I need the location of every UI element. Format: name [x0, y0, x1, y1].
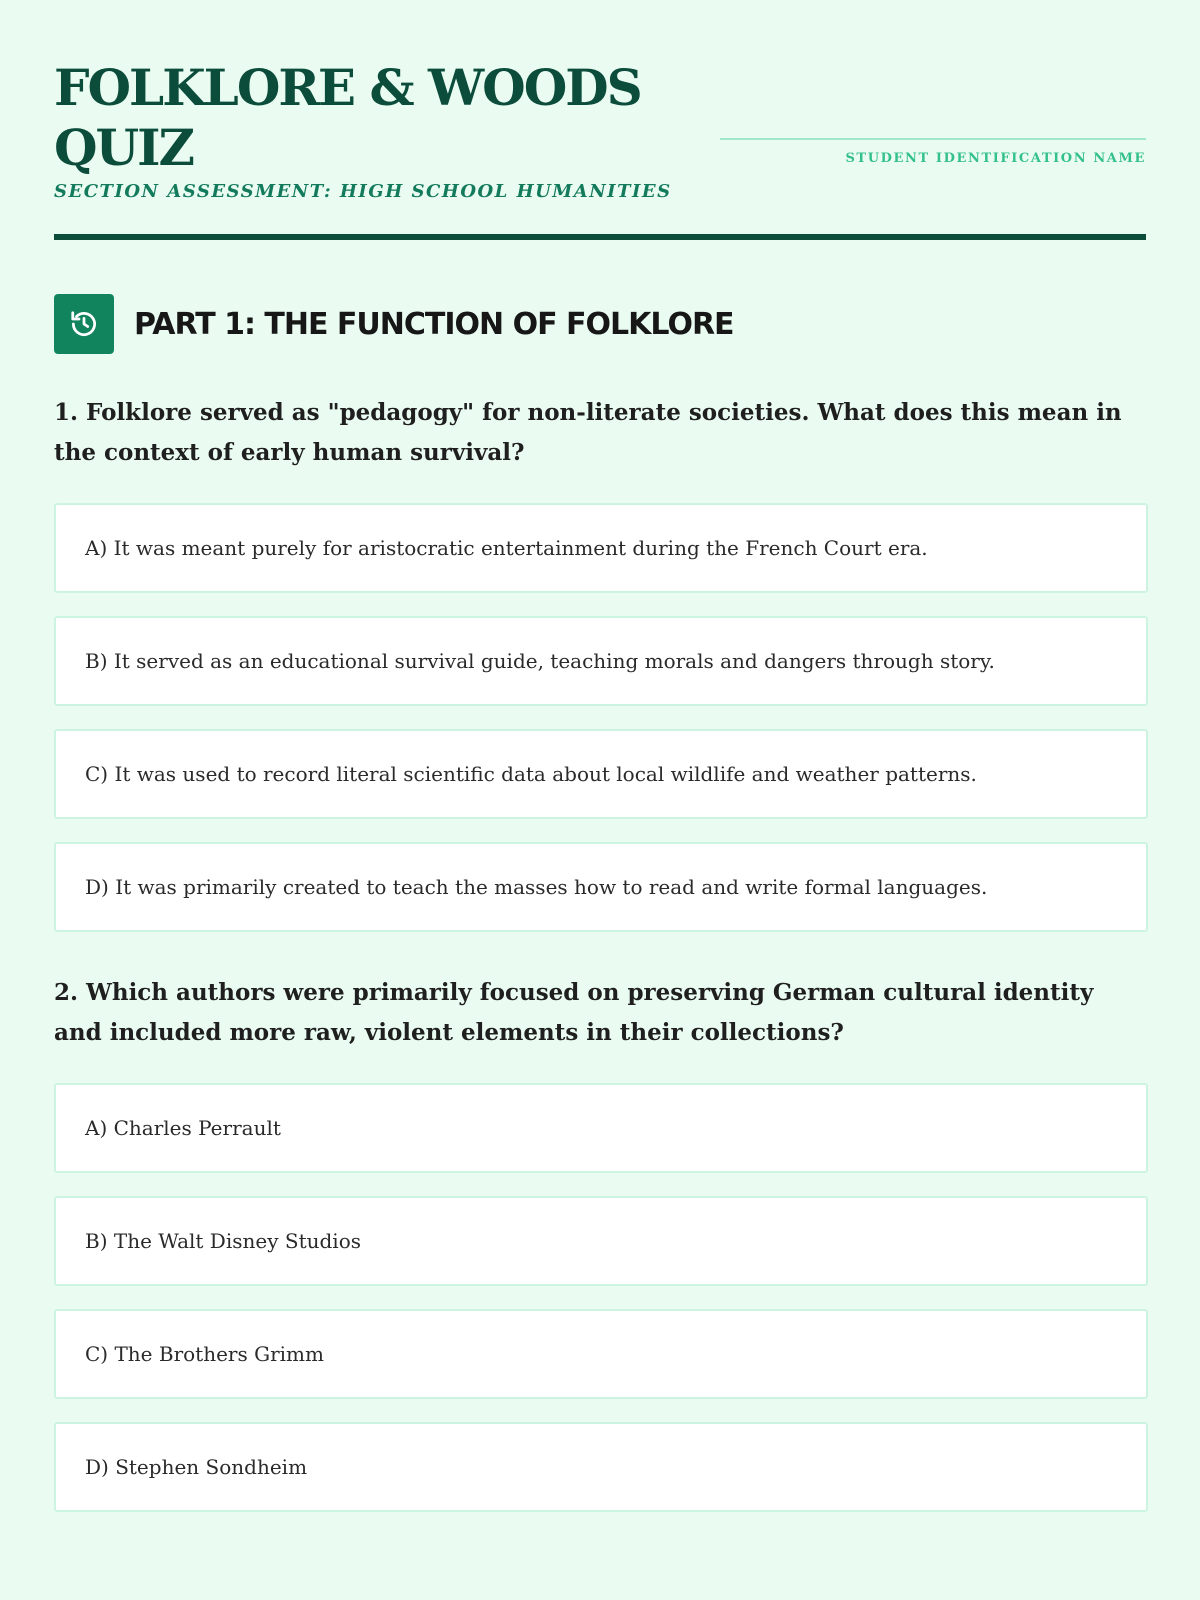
- answer-options: [54, 503, 1146, 932]
- quiz-subtitle: SECTION ASSESSMENT: HIGH SCHOOL HUMANITIES: [54, 181, 672, 202]
- answer-option[interactable]: C) The Brothers Grimm: [54, 1309, 1148, 1399]
- student-name-line[interactable]: [720, 138, 1146, 140]
- quiz-title: FOLKLORE & WOODS QUIZ: [54, 58, 641, 177]
- student-name-label: STUDENT IDENTIFICATION NAME: [845, 151, 1146, 166]
- question-2: [54, 973, 1146, 1512]
- part-heading: [54, 294, 734, 354]
- answer-option[interactable]: A) It was meant purely for aristocratic entertainment during the French Court era.: [54, 503, 1148, 593]
- header-divider: [54, 234, 1146, 240]
- history-icon: [54, 294, 114, 354]
- answer-option[interactable]: C) It was used to record literal scientific data about local wildlife and weather patterns.: [54, 729, 1148, 819]
- answer-option[interactable]: A) Charles Perrault: [54, 1083, 1148, 1173]
- part-title: PART 1: THE FUNCTION OF FOLKLORE: [134, 306, 734, 342]
- quiz-header: [54, 0, 1146, 240]
- question-text: 1. Folklore served as "pedagogy" for non-literate societies. What does this mean in the context of early human survival?: [54, 399, 1122, 466]
- question-1: [54, 393, 1146, 932]
- answer-options: [54, 1083, 1146, 1512]
- question-text: 2. Which authors were primarily focused on preserving German cultural identity and included more raw, violent elements in their collections?: [54, 979, 1094, 1046]
- answer-option[interactable]: B) It served as an educational survival guide, teaching morals and dangers through story.: [54, 616, 1148, 706]
- answer-option[interactable]: D) Stephen Sondheim: [54, 1422, 1148, 1512]
- answer-option[interactable]: B) The Walt Disney Studios: [54, 1196, 1148, 1286]
- answer-option[interactable]: D) It was primarily created to teach the masses how to read and write formal languages.: [54, 842, 1148, 932]
